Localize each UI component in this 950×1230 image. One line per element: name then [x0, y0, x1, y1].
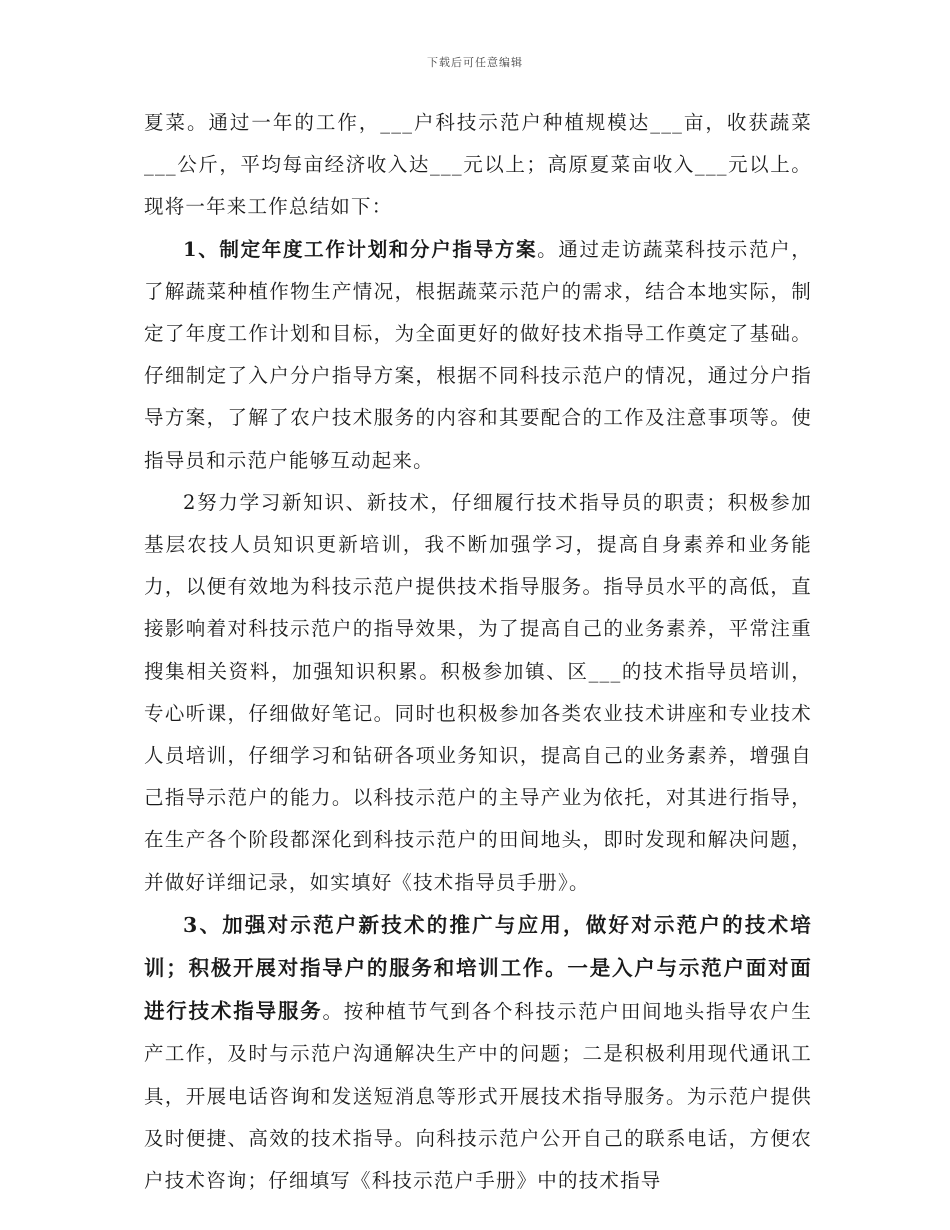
document-body — [144, 102, 812, 1202]
paragraph-section-3 — [144, 904, 812, 1202]
section-3-heading: 3、加强对示范户新技术的推广与应用，做好对示范户的技术培训；积极开展对指导户的服务和培训工作。一是入户与示范户面对面进行技术指导服务 — [144, 912, 812, 1024]
paragraph-intro-text: 夏菜。通过一年的工作，___户科技示范户种植规模达___亩，收获蔬菜___公斤，平均每亩经济收入达___元以上；高原夏菜亩收入___元以上。现将一年来工作总结如下： — [144, 111, 812, 219]
section-2-text: 2努力学习新知识、新技术，仔细履行技术指导员的职责；积极参加基层农技人员知识更新培训，我不断加强学习，提高自身素养和业务能力，以便有效地为科技示范户提供技术指导服务。指导员水平的高低，直接影响着对科技示范户的指导效果，为了提高自己的业务素养，平常注重搜集相关资料，加强知识积累。积极参加镇、区___的技术指导员培训，专心听课，仔细做好笔记。同时也积极参加各类农业技术讲座和专业技术人员培训，仔细学习和钻研各项业务知识，提高自己的业务素养，增强自己指导示范户的能力。以科技示范户的主导产业为依托，对其进行指导，在生产各个阶段都深化到科技示范户的田间地头，即时发现和解决问题，并做好详细记录，如实填好《技术指导员手册》。 — [144, 490, 812, 894]
paragraph-section-1 — [144, 229, 812, 482]
paragraph-section-2 — [144, 482, 812, 904]
section-3-text: 。按种植节气到各个科技示范户田间地头指导农户生产工作，及时与示范户沟通解决生产中的问题；二是积极利用现代通讯工具，开展电话咨询和发送短消息等形式开展技术指导服务。为示范户提供及时便捷、高效的技术指导。向科技示范户公开自己的联系电话，方便农户技术咨询；仔细填写《科技示范户手册》中的技术指导 — [144, 1000, 812, 1193]
paragraph-intro — [144, 102, 812, 229]
page-header: 下载后可任意编辑 — [427, 56, 523, 69]
section-1-text: 。通过走访蔬菜科技示范户，了解蔬菜种植作物生产情况，根据蔬菜示范户的需求，结合本地实际，制定了年度工作计划和目标，为全面更好的做好技术指导工作奠定了基础。仔细制定了入户分户指导方案，根据不同科技示范户的情况，通过分户指导方案，了解了农户技术服务的内容和其要配合的工作及注意事项等。使指导员和示范户能够互动起来。 — [144, 237, 813, 472]
section-1-heading: 1、制定年度工作计划和分户指导方案 — [183, 237, 538, 261]
